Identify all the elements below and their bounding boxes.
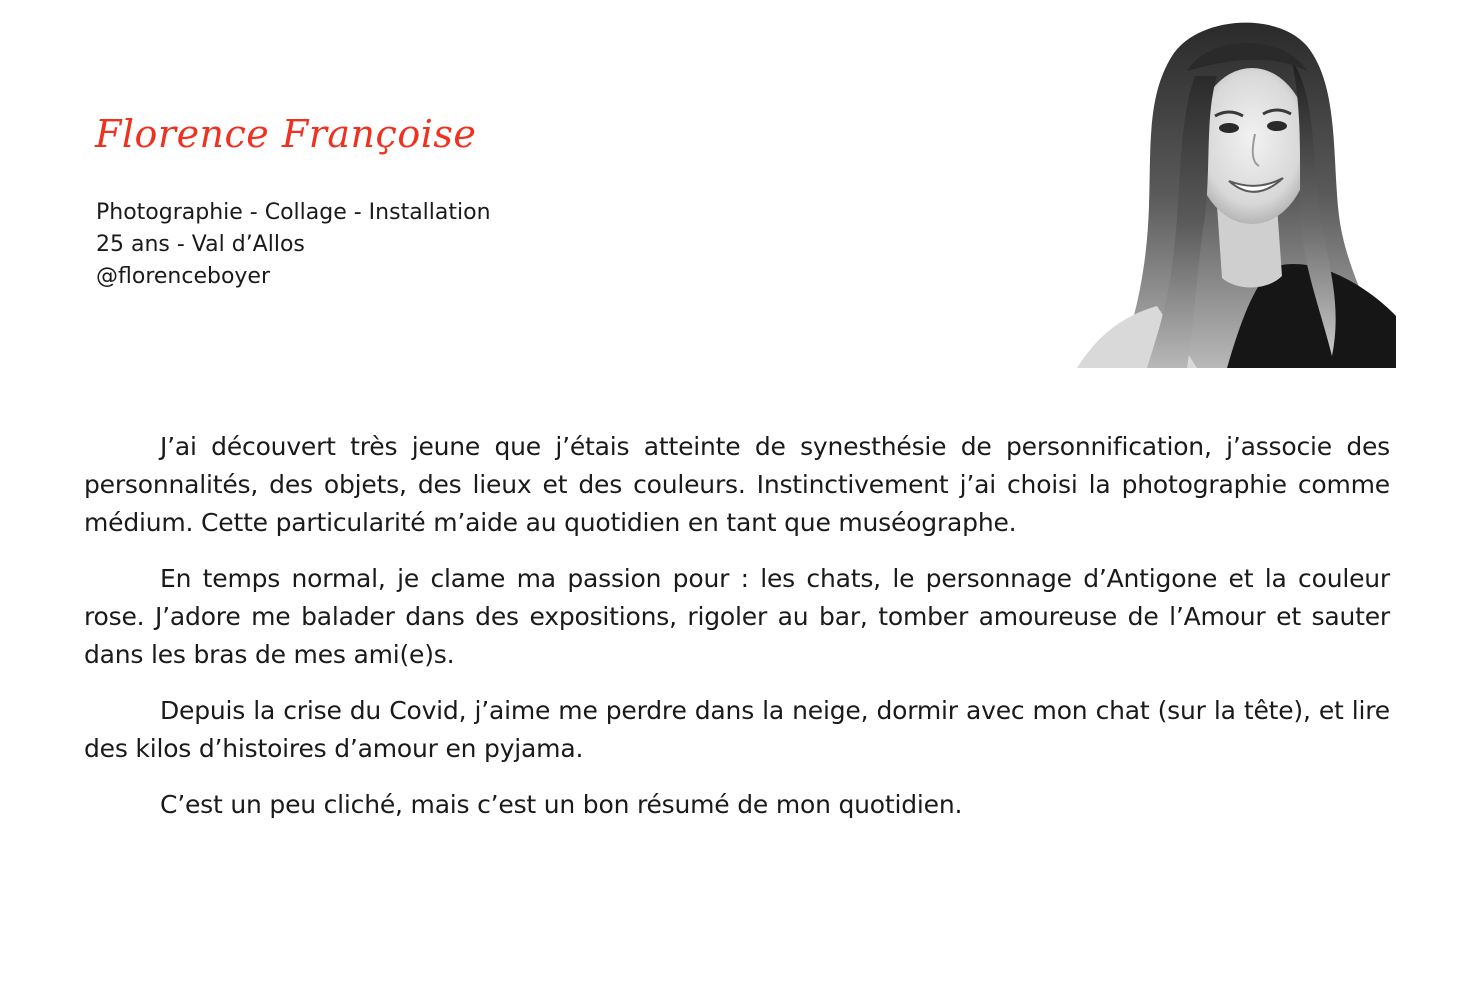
portrait-photo-icon <box>1077 16 1396 368</box>
artist-age-location: 25 ans - Val d’Allos <box>96 232 305 257</box>
artist-disciplines: Photographie - Collage - Installation <box>96 200 491 225</box>
artist-bio <box>84 428 1390 842</box>
bio-paragraph: En temps normal, je clame ma passion pour : les chats, le personnage d’Antigone et la couleur rose. J’adore me balader dans des expositions, rigoler au bar, tomber amoureuse de l’Amour et sauter dans les bras de mes ami(e)s. <box>84 564 1390 669</box>
artist-handle: @florenceboyer <box>96 264 271 289</box>
artist-meta <box>96 197 491 293</box>
artist-name: Florence Françoise <box>95 112 477 156</box>
bio-paragraph: Depuis la crise du Covid, j’aime me perdre dans la neige, dormir avec mon chat (sur la tête), et lire des kilos d’histoires d’amour en pyjama. <box>84 696 1390 763</box>
bio-paragraph: C’est un peu cliché, mais c’est un bon résumé de mon quotidien. <box>160 790 963 819</box>
artist-portrait <box>1077 16 1396 368</box>
bio-paragraph: J’ai découvert très jeune que j’étais atteinte de synesthésie de personnification, j’associe des personnalités, des objets, des lieux et des couleurs. Instinctivement j’ai choisi la photographie comme médium. Cette particularité m’aide au quotidien en tant que muséographe. <box>84 432 1390 537</box>
